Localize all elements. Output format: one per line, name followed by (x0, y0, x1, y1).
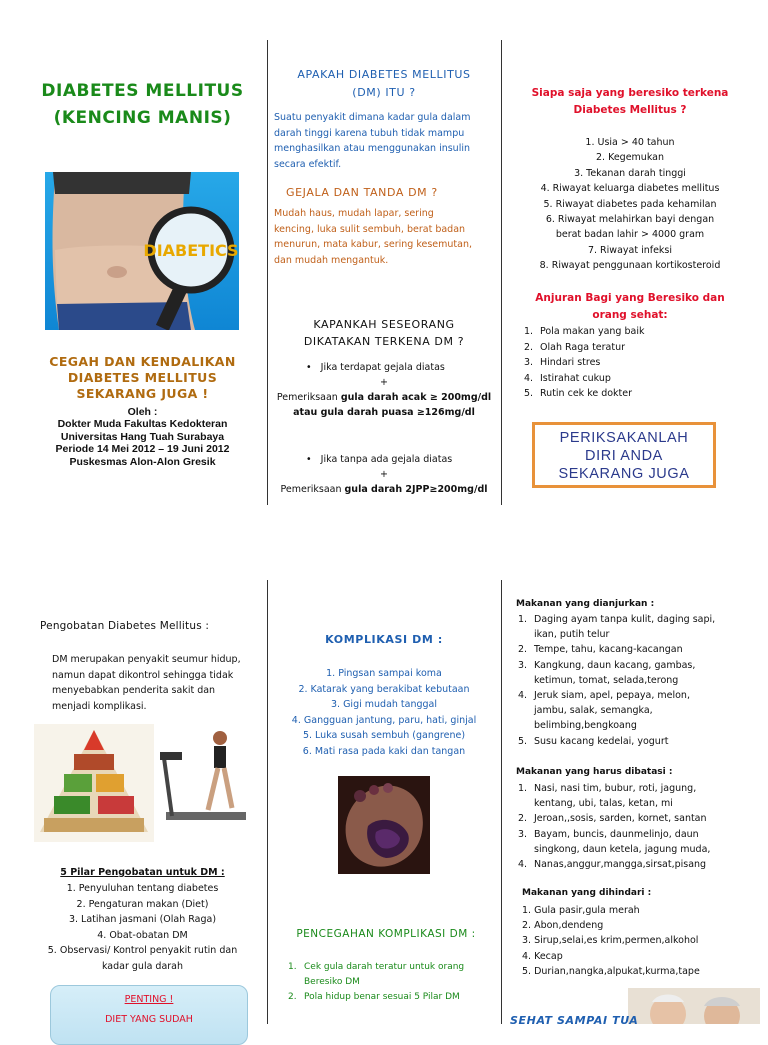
text-line: DM merupakan penyakit seumur hidup, (52, 654, 241, 665)
heading-line: Siapa saja yang beresiko terkena (531, 87, 729, 99)
item-number: 5. (524, 388, 534, 399)
pem-value: gula darah 2JPP≥200mg/dl (344, 484, 488, 495)
item-text: Pola hidup benar sesuai 5 Pilar DM (304, 992, 460, 1002)
item-text: Pola makan yang baik (540, 326, 645, 337)
kapan-heading (268, 316, 500, 350)
text-line: menghasilkan atau menggunakan insulin (274, 143, 470, 154)
pilar-item: kadar gula darah (101, 960, 184, 972)
item-number: 2. (288, 992, 297, 1002)
food-pyramid-image (34, 724, 154, 842)
risk-item: 6. Riwayat melahirkan bayi dengan (545, 214, 715, 226)
item-text: Daging ayam tanpa kulit, daging sapi, (534, 614, 716, 625)
risk-item: 3. Tekanan darah tinggi (574, 167, 686, 179)
bullet-icon: • (306, 362, 321, 373)
item-number: 1. (288, 962, 297, 972)
credit-line: Puskesmas Alon-Alon Gresik (69, 455, 216, 468)
heading-line: orang sehat: (592, 309, 668, 321)
dm-definition (274, 110, 496, 172)
item-text: Cek gula darah teratur untuk orang (304, 962, 465, 972)
bullet-item (268, 452, 500, 467)
item-text: Bayam, buncis, daunmelinjo, daun (534, 828, 699, 840)
item-number: 4. (524, 372, 534, 384)
anjuran-item (522, 355, 742, 371)
pilar-item: 2. Pengaturan makan (Diet) (76, 898, 209, 910)
diet-text: DIET YANG SUDAH (105, 1014, 193, 1025)
item-text: Jeruk siam, apel, pepaya, melon, (534, 690, 690, 702)
risk-list (502, 135, 758, 274)
item-number: 3. (524, 357, 534, 368)
divider (267, 40, 268, 505)
cegah-line-1: CEGAH DAN KENDALIKAN (49, 354, 236, 369)
item-text: belimbing,bengkoang (534, 720, 637, 732)
criteria-2 (268, 452, 500, 497)
cegah-line-2: DIABETES MELLITUS (67, 370, 218, 385)
pencegahan-item (286, 960, 498, 975)
text-line: menyebabkan penderita sakit dan (52, 685, 216, 696)
food-item: 2. Abon,dendeng (522, 920, 604, 932)
bullet-icon: • (306, 454, 321, 465)
title-line-1: DIABETES MELLITUS (41, 81, 244, 101)
item-text: ikan, putih telur (534, 629, 610, 641)
item-number: 1. (518, 614, 528, 625)
risk-item: 2. Kegemukan (595, 152, 664, 164)
treadmill-image (158, 724, 258, 842)
komplikasi-item: 2. Katarak yang berakibat kebutaan (298, 683, 470, 695)
pilar-item: 5. Observasi/ Kontrol penyakit rutin dan (47, 945, 238, 957)
what-is-dm-heading (268, 66, 500, 102)
komplikasi-item: 1. Pingsan sampai koma (326, 668, 442, 679)
pemeriksaan-line (268, 482, 500, 497)
item-number: 3. (518, 659, 528, 671)
pencegahan-list (286, 960, 498, 1005)
pem-value: gula darah acak ≥ 200mg/dl (340, 392, 492, 403)
heading-line: (DM) ITU ? (352, 86, 416, 99)
anjuran-item (522, 340, 742, 356)
plus-sign: + (380, 377, 388, 388)
text-line: menjadi komplikasi. (52, 700, 147, 712)
title-line-2: (KENCING MANIS) (53, 108, 232, 128)
risk-item: 5. Riwayat diabetes pada kehamilan (543, 198, 717, 210)
gangrene-foot-image (338, 776, 430, 874)
pilar-heading: 5 Pilar Pengobatan untuk DM : (60, 867, 225, 878)
item-number: 3. (518, 828, 528, 840)
text-line: Suatu penyakit dimana kadar gula dalam (274, 112, 471, 123)
divider (501, 580, 502, 1024)
text-line: menurun, mata kabur, sering kesemutan, (274, 239, 472, 250)
food-item (516, 658, 756, 673)
divider (267, 580, 268, 1024)
gejala-heading: GEJALA DAN TANDA DM ? (286, 186, 438, 199)
food-item: 4. Kecap (522, 950, 563, 962)
credit-line: Universitas Hang Tuah Surabaya (60, 430, 225, 443)
dihindari-list (522, 903, 762, 979)
food-item (516, 718, 756, 733)
risk-heading (502, 85, 758, 119)
cegah-line-3: SEKARANG JUGA ! (76, 386, 209, 401)
dibatasi-list (516, 781, 756, 872)
item-text: Hindari stres (540, 357, 601, 368)
risk-item: berat badan lahir > 4000 gram (555, 229, 705, 241)
text-line: Mudah haus, mudah lapar, sering (274, 208, 434, 219)
item-text: kentang, ubi, talas, ketan, mi (534, 798, 673, 810)
food-item (516, 734, 756, 749)
item-number: 2. (518, 644, 528, 656)
heading-line: Anjuran Bagi yang Beresiko dan (535, 292, 725, 304)
item-number: 2. (524, 341, 534, 353)
food-item (516, 673, 756, 688)
pem-label: Pemeriksaan (280, 484, 345, 495)
food-item (516, 612, 756, 627)
risk-item: 8. Riwayat penggunaan kortikosteroid (539, 260, 721, 272)
box-line: PERIKSAKANLAH (559, 430, 689, 446)
item-number: 4. (518, 690, 528, 702)
cegah-heading (20, 354, 265, 402)
item-text: singkong, daun ketela, jagung muda, (534, 843, 711, 855)
diabetics-image (45, 172, 239, 330)
item-number: 1. (518, 783, 528, 794)
food-item (516, 627, 756, 642)
item-text: jambu, salak, semangka, (534, 705, 653, 717)
pem-value: atau gula darah puasa ≥126mg/dl (293, 407, 475, 418)
text-line: namun dapat dikontrol sehingga tidak (52, 669, 234, 681)
item-text: Kangkung, daun kacang, gambas, (534, 659, 696, 671)
risk-item: 7. Riwayat infeksi (587, 244, 673, 256)
item-text: Jeroan,,sosis, sarden, kornet, santan (534, 813, 707, 825)
item-text: Istirahat cukup (540, 372, 611, 384)
food-item (516, 688, 756, 703)
dihindari-heading: Makanan yang dihindari : (522, 888, 652, 898)
text-line: kencing, luka sulit sembuh, berat badan (274, 223, 466, 235)
credit-line: Dokter Muda Fakultas Kedokteran (57, 418, 228, 431)
komplikasi-heading: KOMPLIKASI DM : (325, 633, 443, 646)
pengobatan-heading: Pengobatan Diabetes Mellitus : (40, 620, 210, 632)
plus-sign: + (380, 469, 388, 480)
anjuran-list (522, 324, 742, 402)
pemeriksaan-line (268, 390, 500, 405)
item-text: Olah Raga teratur (540, 341, 626, 353)
pilar-item: 4. Obat-obatan DM (97, 929, 188, 941)
food-item (516, 642, 756, 657)
text-line: secara efektif. (274, 158, 342, 170)
heading-line: Diabetes Mellitus ? (573, 104, 687, 116)
dianjurkan-heading: Makanan yang dianjurkan : (516, 599, 655, 609)
heading-line: APAKAH DIABETES MELLITUS (297, 68, 471, 81)
image-label: DIABETICS (143, 241, 239, 260)
item-number: 5. (518, 735, 528, 747)
heading-line: DIKATAKAN TERKENA DM ? (303, 335, 465, 348)
penting-label: PENTING ! (124, 994, 174, 1005)
heading-line: KAPANKAH SESEORANG (313, 318, 455, 331)
text-line: dan mudah mengantuk. (274, 254, 389, 266)
item-text: Rutin cek ke dokter (540, 388, 633, 399)
oleh-label: Oleh : (127, 406, 158, 418)
item-number: 1. (524, 326, 534, 337)
komplikasi-list (268, 666, 500, 760)
food-item (516, 811, 756, 826)
item-number: 2. (518, 813, 528, 825)
item-text: Beresiko DM (304, 977, 360, 987)
penting-box (50, 985, 248, 1045)
item-text: Tempe, tahu, kacang-kacangan (534, 644, 683, 656)
food-item (516, 781, 756, 796)
bullet-text: Jika tanpa ada gejala diatas (320, 454, 453, 465)
box-line: SEKARANG JUGA (558, 466, 690, 482)
anjuran-item (522, 371, 742, 387)
komplikasi-item: 6. Mati rasa pada kaki dan tangan (302, 745, 466, 757)
text-line: darah tinggi karena tubuh tidak mampu (274, 127, 465, 139)
food-item (516, 857, 756, 872)
item-text: Nasi, nasi tim, bubur, roti, jagung, (534, 783, 697, 794)
pencegahan-item (286, 975, 498, 990)
komplikasi-item: 4. Gangguan jantung, paru, hati, ginjal (291, 714, 477, 726)
food-item: 5. Durian,nangka,alpukat,kurma,tape (522, 965, 700, 977)
criteria-1 (268, 360, 500, 420)
bullet-text: Jika terdapat gejala diatas (320, 362, 445, 373)
anjuran-item (522, 386, 742, 402)
risk-item: 4. Riwayat keluarga diabetes mellitus (540, 183, 720, 195)
food-item (516, 842, 756, 857)
anjuran-item (522, 324, 742, 340)
food-item (516, 827, 756, 842)
pencegahan-item (286, 990, 498, 1005)
risk-item: 1. Usia > 40 tahun (585, 137, 675, 148)
food-item (516, 796, 756, 811)
pilar-item: 1. Penyuluhan tentang diabetes (66, 883, 219, 894)
pemeriksaan-line (268, 405, 500, 420)
dibatasi-heading: Makanan yang harus dibatasi : (516, 767, 673, 777)
komplikasi-item: 5. Luka susah sembuh (gangrene) (302, 730, 466, 742)
anjuran-heading (502, 290, 758, 324)
food-item: 1. Gula pasir,gula merah (522, 905, 640, 916)
pencegahan-heading: PENCEGAHAN KOMPLIKASI DM : (296, 928, 476, 940)
dianjurkan-list (516, 612, 756, 749)
bullet-item (268, 360, 500, 375)
credit-line: Periode 14 Mei 2012 – 19 Juni 2012 (55, 443, 230, 456)
sehat-text: SEHAT SAMPAI TUA (510, 1014, 639, 1027)
food-item (516, 703, 756, 718)
main-title (20, 78, 265, 132)
pem-label: Pemeriksaan (276, 392, 341, 403)
item-text: Nanas,anggur,mangga,sirsat,pisang (534, 859, 707, 871)
credits (20, 406, 265, 468)
periksa-box (532, 422, 716, 488)
food-item: 3. Sirup,selai,es krim,permen,alkohol (522, 935, 699, 947)
gejala-text (274, 206, 496, 268)
item-text: ketimun, tomat, selada,terong (534, 674, 679, 686)
item-text: Susu kacang kedelai, yogurt (534, 735, 669, 747)
pilar-list (20, 881, 265, 975)
pilar-item: 3. Latihan jasmani (Olah Raga) (68, 914, 217, 926)
item-number: 4. (518, 859, 528, 871)
pengobatan-text (52, 652, 262, 714)
komplikasi-item: 3. Gigi mudah tanggal (330, 699, 438, 711)
box-line: DIRI ANDA (585, 448, 663, 464)
